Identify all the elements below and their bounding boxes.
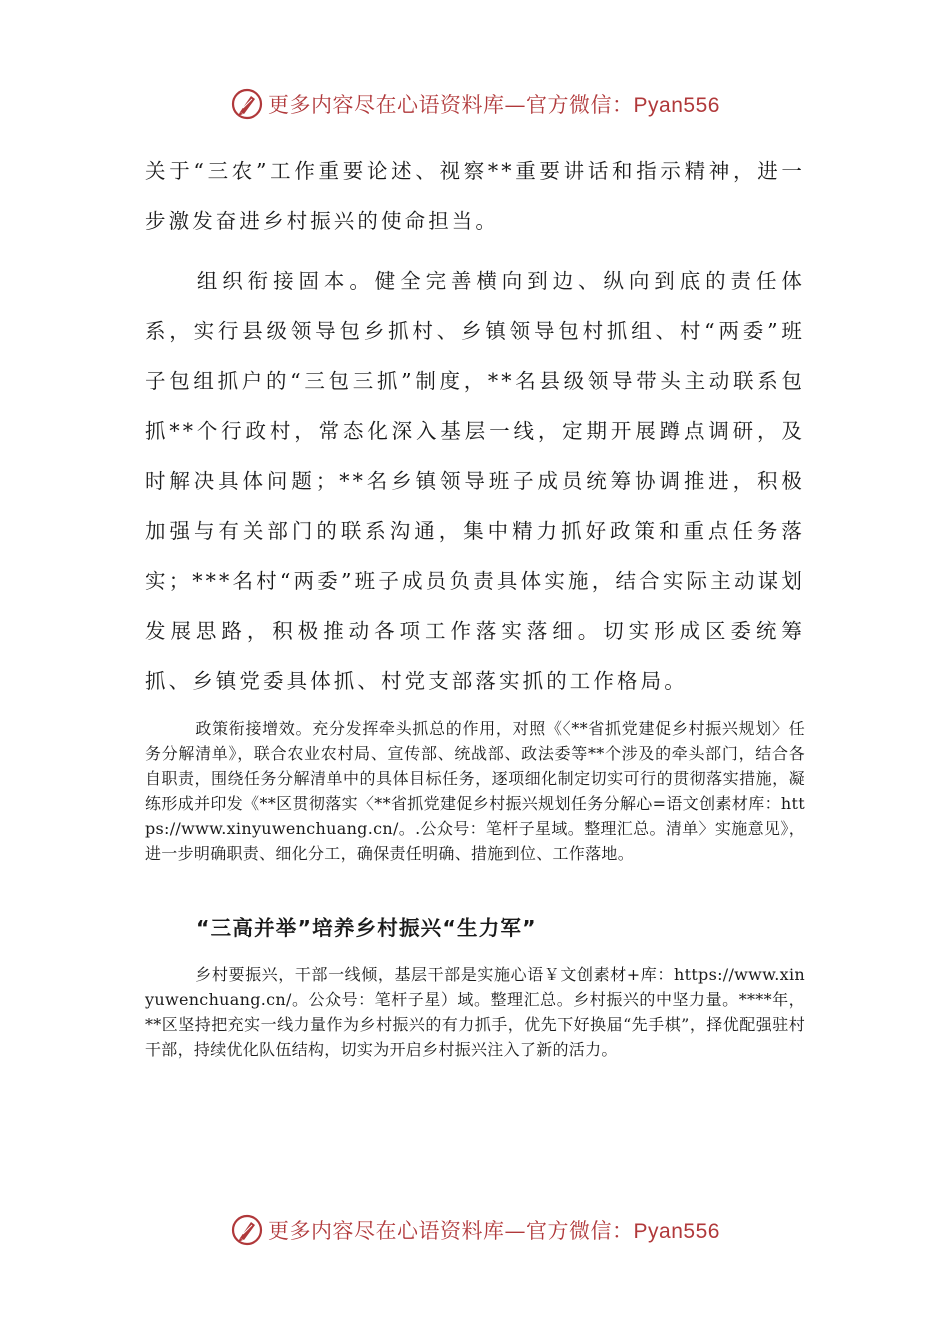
wechat-id: Pyan556 (633, 1220, 720, 1243)
header-banner (0, 82, 950, 126)
paragraph-cadres-text: 乡村要振兴，干部一线倾，基层干部是实施心语￥文创素材+库：https://www.xinyuwenchuang.cn/。公众号：笔杆子星）域。整理汇总。乡村振兴的中坚力量。****年，**区坚持把充实一线力量作为乡村振兴的有力抓手，优先下好换届“先手棋”，择优配强驻村干部，持续优化队伍结构，切实为开启乡村振兴注入了新的活力。 (145, 965, 805, 1059)
paragraph-policy (145, 716, 805, 866)
banner-text: 更多内容尽在心语资料库—官方微信：Pyan556 (268, 1219, 720, 1243)
pen-nib-logo-icon (230, 87, 264, 121)
paragraph-organization-text: 组织衔接固本。健全完善横向到边、纵向到底的责任体系，实行县级领导包乡抓村、乡镇领导包村抓组、村“两委”班子包组抓户的“三包三抓”制度，**名县级领导带头主动联系包抓**个行政村，常态化深入基层一线，定期开展蹲点调研，及时解决具体问题；**名乡镇领导班子成员统筹协调推进，积极加强与有关部门的联系沟通，集中精力抓好政策和重点任务落实；***名村“两委”班子成员负责具体实施，结合实际主动谋划发展思路，积极推动各项工作落实落细。切实形成区委统筹抓、乡镇党委具体抓、村党支部落实抓的工作格局。 (145, 269, 805, 693)
banner-text: 更多内容尽在心语资料库—官方微信：Pyan556 (268, 93, 720, 117)
pen-nib-logo-icon (230, 1213, 264, 1247)
paragraph-cadres (145, 962, 805, 1062)
paragraph-policy-text: 政策衔接增效。充分发挥牵头抓总的作用，对照《〈**省抓党建促乡村振兴规划〉任务分解清单》，联合农业农村局、宣传部、统战部、政法委等**个涉及的牵头部门，结合各自职责，围绕任务分解清单中的具体目标任务，逐项细化制定切实可行的贯彻落实措施，凝练形成并印发《**区贯彻落实〈**省抓党建促乡村振兴规划任务分解心=语文创素材库：https://www.xinyuwenchuang.cn/。.公众号：笔杆子星域。整理汇总。清单〉实施意见》，进一步明确职责、细化分工，确保责任明确、措施到位、工作落地。 (145, 719, 805, 863)
paragraph-continuation: 关于“三农”工作重要论述、视察**重要讲话和指示精神，进一步激发奋进乡村振兴的使命担当。 (145, 159, 805, 233)
section-heading: “三高并举”培养乡村振兴“生力军” (196, 916, 537, 940)
wechat-id: Pyan556 (633, 94, 720, 117)
paragraph-organization (145, 256, 805, 706)
footer-banner (0, 1208, 950, 1252)
